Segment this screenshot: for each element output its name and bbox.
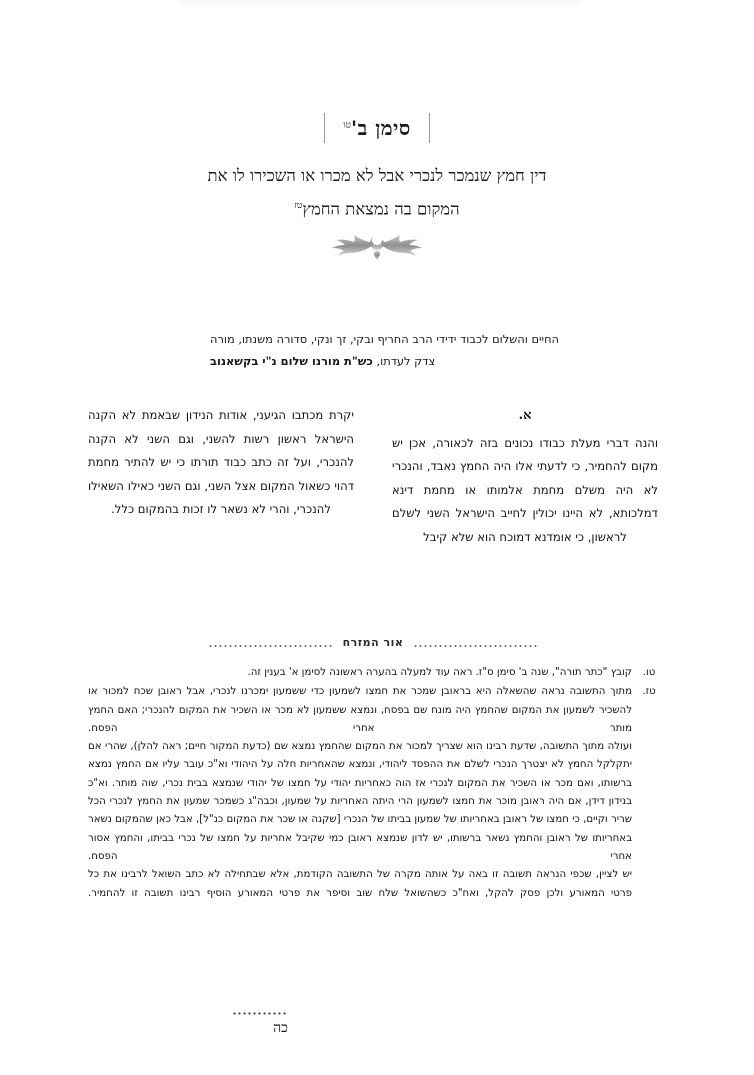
siman-rule-left [324, 113, 325, 143]
footnote-item [88, 664, 666, 682]
footnote-paragraph: ועולה מתוך התשובה, שדעת רבינו הוא שצריך למכור את המקום שהחמץ נמצא שם (כדעת המקור חיים; ראה להלן), שהרי אם יתקלקל החמץ לא יצטרך הנכרי לשלם את ההפסד ליהודי, ונמצא שהאחריות חלה על היהודי וא"כ עובר עליו אם החמץ נמצא ברשותו, ואם מכר או השכיר את המקום לנכרי אז הוה כאחריות יהודי על חמצו של יהודי שנמצא בבית נכרי, שוה מותר. וא"כ בנידון דידן, אם היה ראובן מוכר את חמצו לשמעון הרי היתה האחריות על שמעון, וכבה"ג כשמכר שמעון את החמץ לנכרי הכל שריר וקיים, כי חמצו של ראובן באחריותו של שמעון בביתו של הנכרי [שקנה או שכר את המקום כנ"ל], אבל כאן שהמקום נשאר באחריותו של ראובן והחמץ נשאר ברשותו, יש לדון שנמצא ראובן כמי שקיבל אחריות על חמצו של נכרי בביתו, והחמץ אסור אחרי הפסח. [88, 741, 632, 862]
top-band-decoration [180, 0, 580, 10]
divider-dots-right [413, 639, 538, 647]
footnote-paragraph: קובץ "כתר תורה", שנה ב' סימן ס"ז. ראה עוד למעלה בהערה ראשונה לסימן א' בענין זה. [247, 667, 632, 678]
body-column-right [88, 404, 354, 549]
footnote-paragraph: יש לציין, שכפי הנראה תשובה זו באה על אותה מקרה של התשובה הקודמת, אלא שבתחילה לא כתב השואל לרבינו את כל פרטי המאורע ולכן פסק להקל, ואח"כ כשהשואל שלח שוב וסיפר את פרטי המאורע הוסיף רבינו תשובה זו להחמיר. [88, 869, 632, 899]
divider-dots-left [208, 639, 333, 647]
page-title-line-2-text: המקום בה נמצאת החמץ [302, 199, 460, 219]
section-letter-alef: א. [518, 408, 532, 423]
page-title [120, 160, 634, 225]
page-title-line-2 [120, 191, 634, 225]
footnote-marker: טו. [642, 667, 656, 678]
siman-superscript: טו [343, 119, 351, 130]
flourish-ornament [0, 232, 754, 260]
siman-label-text: סימן ב' [350, 115, 411, 140]
page-footer [88, 1010, 288, 1037]
body-left-text: והנה דברי מעלת כבודו נכונים בזה לכאורה, אכן יש מקום להחמיר, כי לדעתי אלו היה החמץ נאבד, והנכרי לא היה משלם מחמת אלמותו או מחמת דינא דמלכותא, לא היינו יכולין לחייב הישראל השני לשלם לראשון, כי אומדנא דמוכח הוא שלא קיבל [392, 435, 658, 544]
body-column-left [392, 404, 658, 549]
salutation-line-1: החיים והשלום לכבוד ידידי הרב החריף ובקי, זך ונקי, סדורה משנתו, מורה [210, 332, 559, 346]
salutation-line-2 [210, 350, 658, 372]
siman-label [325, 116, 429, 141]
footnote-divider-title: אור המזרח [342, 636, 404, 649]
folio-number: כה [273, 1020, 288, 1036]
page-title-line-1: דין חמץ שנמכר לנכרי אבל לא מכרו או השכירו לו את [207, 166, 547, 185]
footnotes-section [88, 664, 666, 904]
page-title-superscript: טז [294, 201, 303, 211]
body-right-text: יקרת מכתבו הגיעני, אודות הנידון שבאמת לא הקנה הישראל ראשון רשות להשני, וגם השני לא הקנה להנכרי, ועל זה כתב כבוד תורתו כי יש להתיר מחמת דהוי כשאול המקום אצל השני, וגם השני כאילו השאילו להנכרי, והרי לא נשאר לו זכות בהמקום כלל. [88, 408, 354, 516]
footnote-divider [88, 636, 658, 649]
salutation-line-2-plain: צדק לעדתו, [372, 354, 436, 368]
siman-rule-right [429, 113, 430, 143]
footnote-item [88, 683, 666, 903]
salutation-block [210, 328, 658, 372]
siman-header [0, 113, 754, 143]
footnote-body [88, 664, 632, 682]
footnote-paragraph: מתוך התשובה נראה שהשאלה היא בראובן שמכר את חמצו לשמעון כדי ששמעון ימכרנו לנכרי, אבל ראובן שכח למכור או להשכיר לשמעון את המקום שהחמץ היה מונח שם בפסח, ונמצא ששמעון לא מכר או השכיר את המקום להנכרי; האם החמץ מותר אחרי הפסח. [88, 686, 632, 734]
salutation-addressee: כש"ת מורנו שלום נ"י בקשאנוב [210, 354, 373, 368]
footnote-marker: טז. [642, 686, 656, 698]
footer-dots-decoration [232, 1010, 288, 1017]
body-columns [88, 404, 658, 549]
footnote-body [88, 683, 632, 903]
